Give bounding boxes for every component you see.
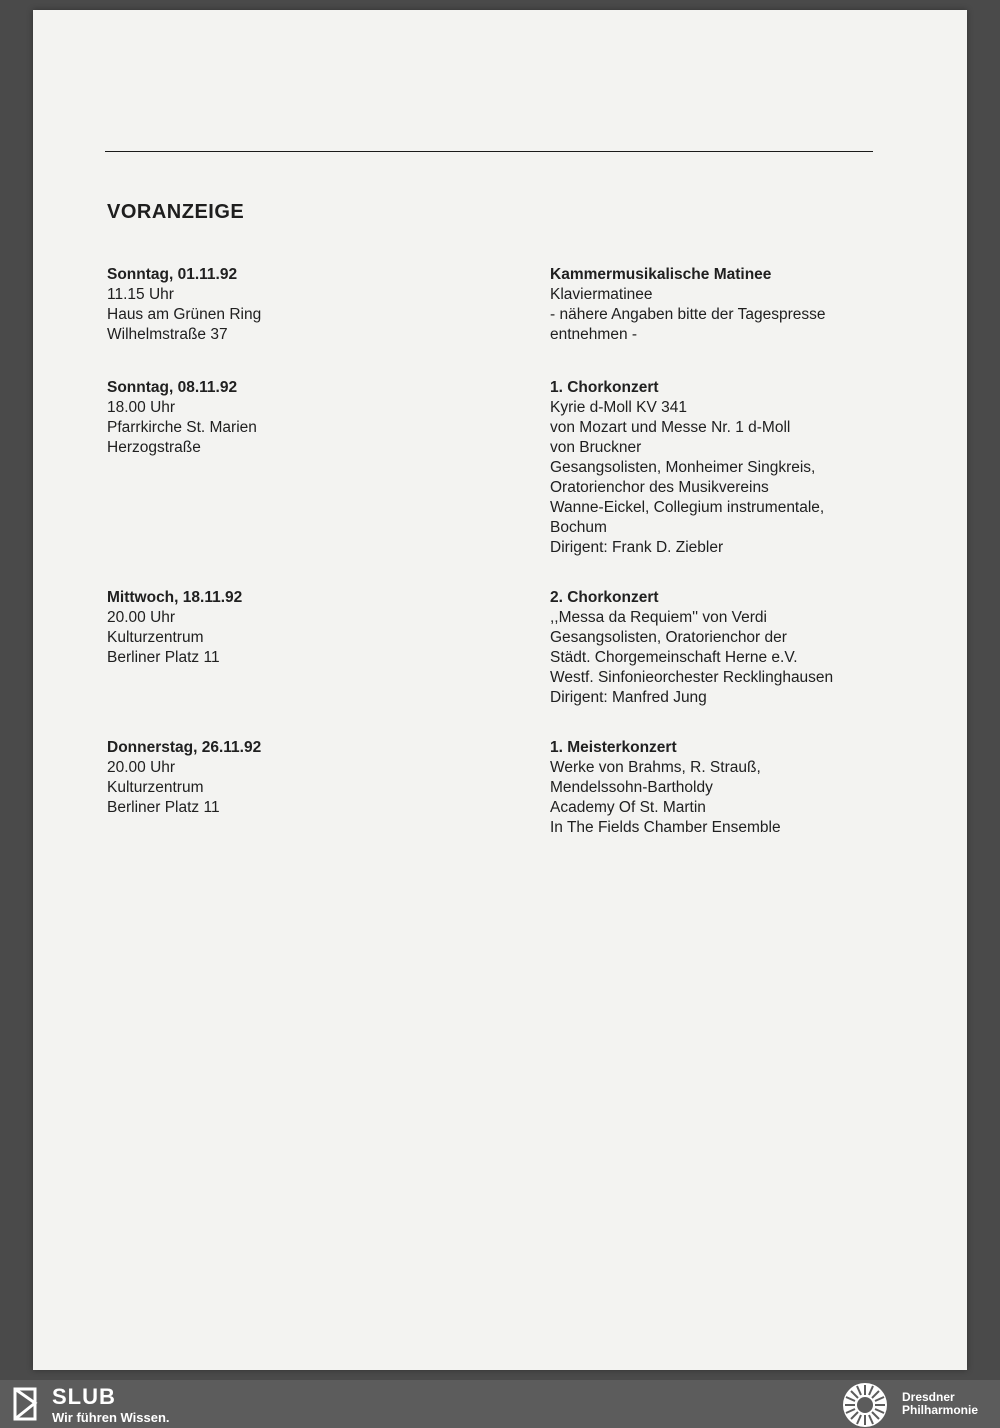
event-program	[550, 738, 880, 838]
event-detail: Wanne-Eickel, Collegium instrumentale,	[550, 499, 825, 516]
event-detail: Dirigent: Manfred Jung	[550, 689, 707, 706]
event-detail: Städt. Chorgemeinschaft Herne e.V.	[550, 649, 798, 666]
event-detail: Oratorienchor des Musikvereins	[550, 479, 769, 496]
event-program	[550, 265, 880, 345]
library-tagline: Wir führen Wissen.	[52, 1410, 170, 1425]
event-detail: In The Fields Chamber Ensemble	[550, 819, 781, 836]
event-detail: entnehmen -	[550, 326, 638, 343]
event-detail: Klaviermatinee	[550, 286, 653, 303]
event-address: Herzogstraße	[107, 439, 201, 456]
footer-bar	[0, 1380, 1000, 1428]
slub-logo-icon[interactable]	[12, 1387, 38, 1421]
event-detail: Werke von Brahms, R. Strauß,	[550, 759, 761, 776]
event-detail: Academy Of St. Martin	[550, 799, 706, 816]
event-detail: Bochum	[550, 519, 607, 536]
partner-name[interactable]	[902, 1391, 978, 1417]
event-date: Donnerstag, 26.11.92	[107, 739, 262, 756]
event-venue: Kulturzentrum	[107, 779, 204, 796]
event-program	[550, 378, 880, 558]
event-info	[107, 588, 507, 668]
event-detail: - nähere Angaben bitte der Tagespresse	[550, 306, 826, 323]
event-detail: Westf. Sinfonieorchester Recklinghausen	[550, 669, 834, 686]
event-title: 2. Chorkonzert	[550, 589, 659, 606]
event-address: Berliner Platz 11	[107, 649, 220, 666]
event-venue: Pfarrkirche St. Marien	[107, 419, 257, 436]
event-time: 20.00 Uhr	[107, 759, 176, 776]
event-detail: Gesangsolisten, Monheimer Singkreis,	[550, 459, 816, 476]
event-info	[107, 378, 507, 458]
event-info	[107, 738, 507, 818]
event-address: Wilhelmstraße 37	[107, 326, 228, 343]
event-date: Sonntag, 08.11.92	[107, 379, 238, 396]
partner-name-line1: Dresdner	[902, 1390, 955, 1404]
event-title: Kammermusikalische Matinee	[550, 266, 772, 283]
event-detail: Dirigent: Frank D. Ziebler	[550, 539, 724, 556]
event-time: 18.00 Uhr	[107, 399, 176, 416]
philharmonie-logo-icon[interactable]	[842, 1382, 888, 1428]
event-venue: Kulturzentrum	[107, 629, 204, 646]
event-detail: Gesangsolisten, Oratorienchor der	[550, 629, 787, 646]
event-title: 1. Meisterkonzert	[550, 739, 677, 756]
event-detail: von Mozart und Messe Nr. 1 d-Moll	[550, 419, 791, 436]
event-date: Mittwoch, 18.11.92	[107, 589, 243, 606]
event-program	[550, 588, 880, 708]
library-name[interactable]: SLUB	[52, 1384, 116, 1409]
header-rule	[105, 151, 873, 152]
event-time: 20.00 Uhr	[107, 609, 176, 626]
document-heading: VORANZEIGE	[107, 201, 245, 223]
event-detail: Mendelssohn-Bartholdy	[550, 779, 713, 796]
partner-name-line2: Philharmonie	[902, 1403, 979, 1417]
event-date: Sonntag, 01.11.92	[107, 266, 238, 283]
event-detail: von Bruckner	[550, 439, 642, 456]
event-detail: Kyrie d-Moll KV 341	[550, 399, 687, 416]
event-info	[107, 265, 507, 345]
event-title: 1. Chorkonzert	[550, 379, 659, 396]
event-address: Berliner Platz 11	[107, 799, 220, 816]
event-time: 11.15 Uhr	[107, 286, 174, 303]
event-detail: ,,Messa da Requiem'' von Verdi	[550, 609, 767, 626]
event-venue: Haus am Grünen Ring	[107, 306, 262, 323]
